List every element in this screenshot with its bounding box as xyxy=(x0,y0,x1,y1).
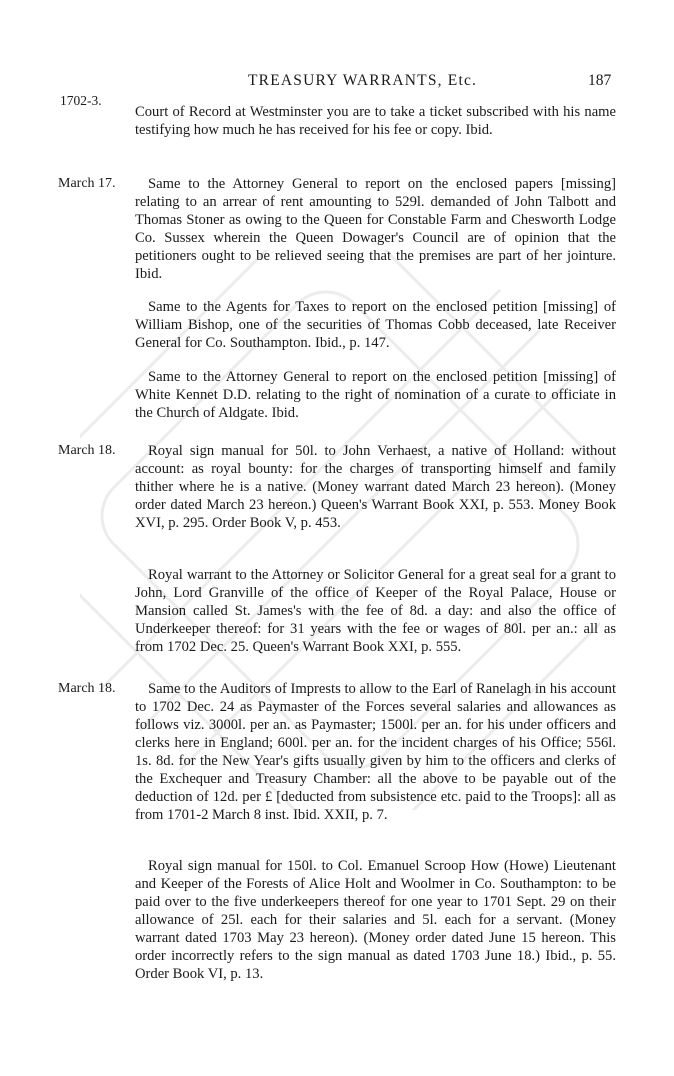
year-marginal: 1702-3. xyxy=(60,93,102,108)
entry: Royal sign manual for 50l. to John Verhaest, a native of Holland: without account: as royal bounty: for the charges of transporting himself and family thither where he is a native. (Money warrant dated March 23 hereon). (Money order dated March 23 hereon.) Queen's Warrant Book XXI, p. 553. Money Book XVI, p. 295. Order Book V, p. 453. xyxy=(135,443,616,531)
entry: Royal sign manual for 150l. to Col. Emanuel Scroop How (Howe) Lieutenant and Keeper of the Forests of Alice Holt and Woolmer in Co. Southampton: to be paid over to the five underkeepers thereof for one year to 1701 Sept. 29 on their allowance of 25l. each for their salaries and 5l. each for a servant. (Money warrant dated 1703 May 23 hereon). (Money order dated June 15 hereon. This order incorrectly refers to the sign manual as dated 1703 June 18.) Ibid., p. 55. Order Book VI, p. 13. xyxy=(135,858,616,982)
side-date: March 18. xyxy=(58,681,116,696)
entry-continuation: Court of Record at Westminster you are to take a ticket subscribed with his name testifying how much he has received for his fee or copy. Ibid. xyxy=(135,104,616,138)
entry: Same to the Attorney General to report on the enclosed petition [missing] of White Kennet D.D. relating to the right of nomination of a curate to officiate in the Church of Aldgate. Ibid. xyxy=(135,369,616,421)
side-date: March 18. xyxy=(58,443,116,458)
entry: Same to the Auditors of Imprests to allow to the Earl of Ranelagh in his account to 1702 Dec. 24 as Paymaster of the Forces several salaries and allowances as follows viz. 3000l. per an. as Paymaster; 1500l. per an. for his under officers and clerks here in England; 600l. per an. for the incident charges of his Office; 556l. 1s. 8d. for the New Year's gifts usually given by him to the officers and clerks of the Exchequer and Treasury Chamber: all the above to be payable out of the deduction of 12d. per £ [deducted from subsistence etc. paid to the Troops]: all as from 1701-2 March 8 inst. Ibid. XXII, p. 7. xyxy=(135,681,616,823)
entry: Royal warrant to the Attorney or Solicitor General for a great seal for a grant to John, Lord Granville of the office of Keeper of the Royal Palace, House or Mansion called St. James's with the fee of 8d. a day: and also the office of Underkeeper thereof: for 31 years with the fee or wages of 80l. per an.: all as from 1702 Dec. 25. Queen's Warrant Book XXI, p. 555. xyxy=(135,567,616,655)
running-title: TREASURY WARRANTS, Etc. xyxy=(248,72,478,89)
running-header xyxy=(0,72,674,92)
page-number: 187 xyxy=(588,72,612,89)
entry: Same to the Attorney General to report on the enclosed papers [missing] relating to an arrear of rent amounting to 529l. demanded of John Talbott and Thomas Stoner as owing to the Queen for Constable Farm and Chesworth Lodge Co. Sussex wherein the Queen Dowager's Council are of opinion that the petitioners ought to be relieved seeing that the premises are part of her jointure. Ibid. xyxy=(135,176,616,282)
side-date: March 17. xyxy=(58,176,116,191)
entry: Same to the Agents for Taxes to report on the enclosed petition [missing] of William Bishop, one of the securities of Thomas Cobb deceased, late Receiver General for Co. Southampton. Ibid., p. 147. xyxy=(135,299,616,351)
